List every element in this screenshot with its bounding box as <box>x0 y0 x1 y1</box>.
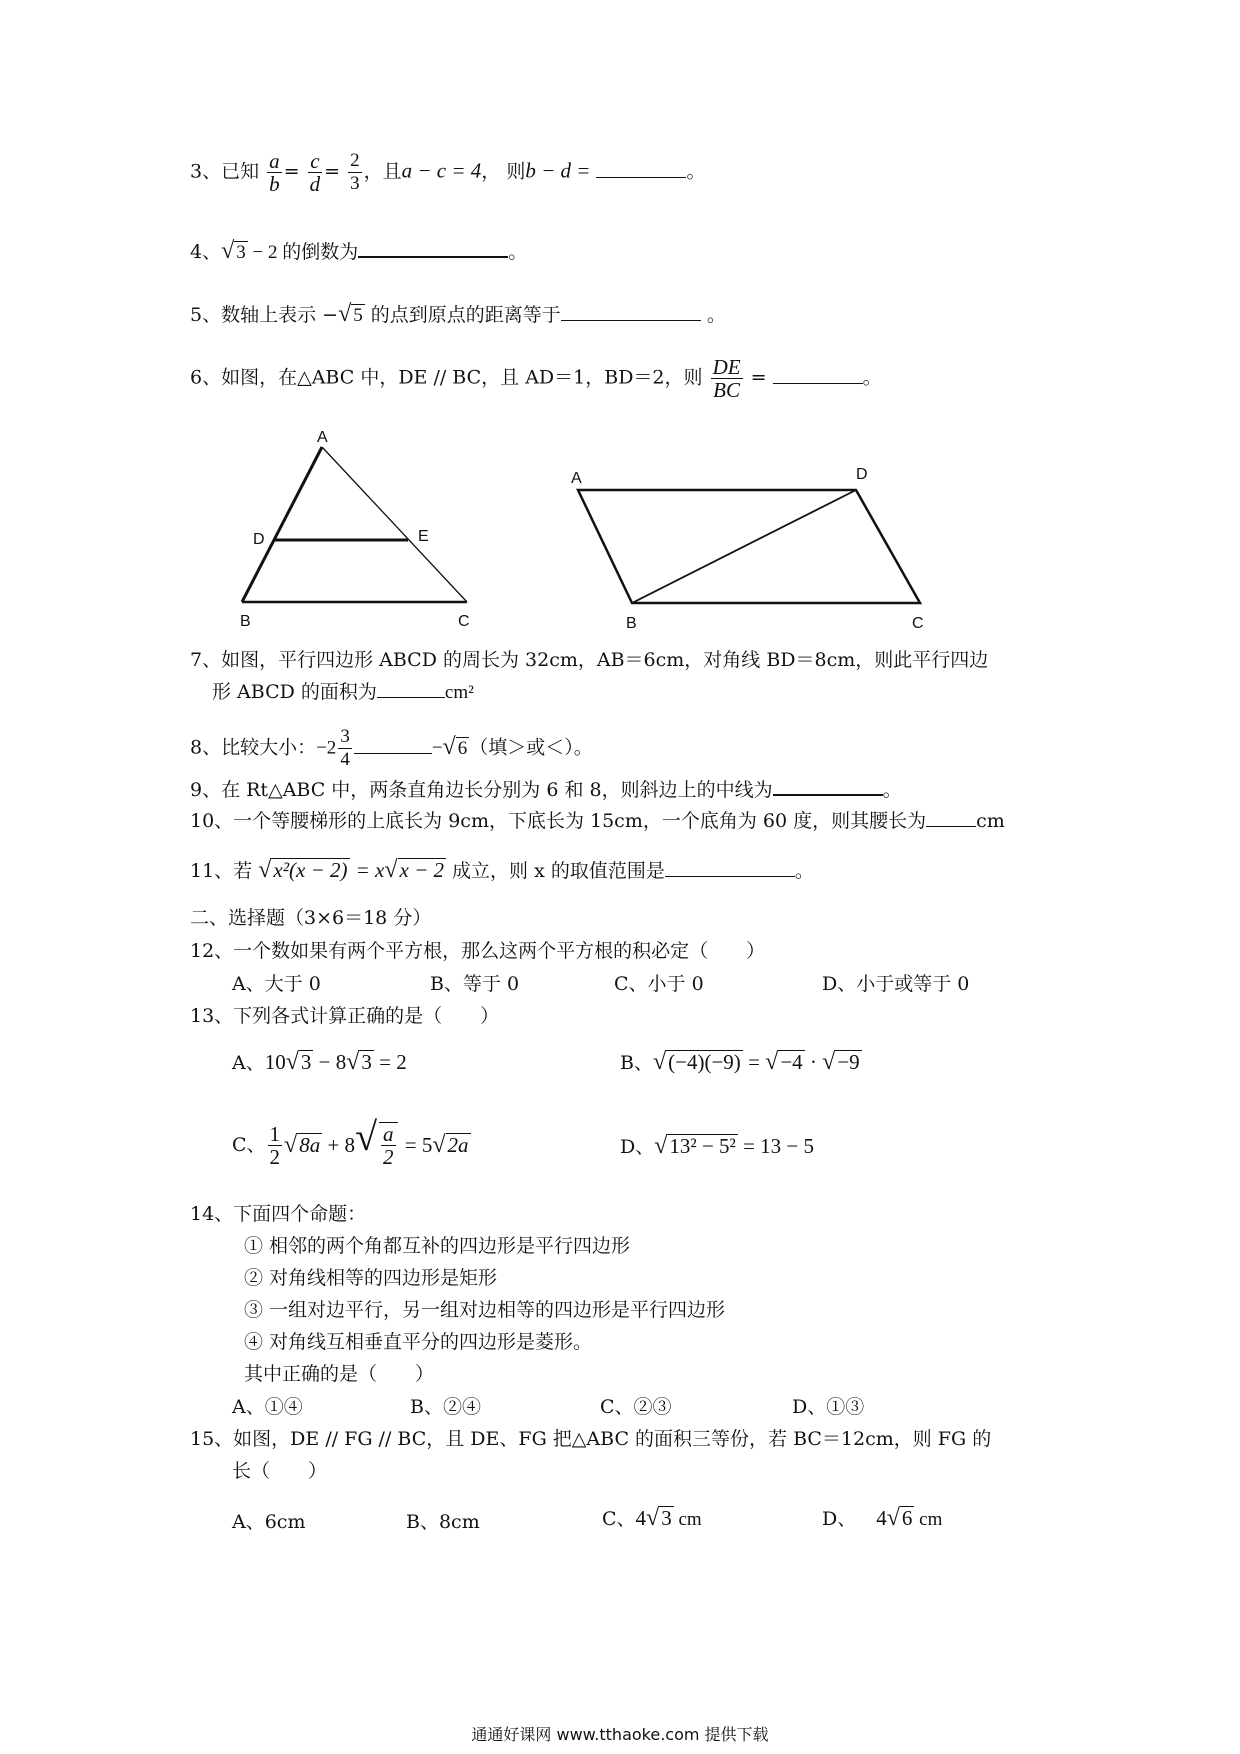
q15-c-sqrt <box>646 1506 674 1530</box>
q15-d-unit: cm <box>914 1509 943 1530</box>
question-9 <box>190 776 902 802</box>
q4-number: 4、 <box>190 241 222 263</box>
q5-number: 5、 <box>190 304 222 326</box>
triangle-label-a: A <box>317 429 328 446</box>
q11-answer-blank[interactable] <box>665 858 795 877</box>
q11-mid: = x <box>355 858 385 882</box>
q13-c-fraction <box>268 1123 283 1168</box>
q10-answer-blank[interactable] <box>926 808 976 827</box>
triangle-label-b: B <box>240 613 251 630</box>
sqrt-sign-icon: √ <box>285 1049 299 1075</box>
q9-end: 。 <box>882 779 902 801</box>
q3-eq1: = <box>283 160 300 183</box>
q7-answer-blank[interactable] <box>377 679 445 698</box>
sqrt-sign-icon: √ <box>338 301 352 327</box>
q11-rest: 成立，则 x 的取值范围是 <box>446 860 665 882</box>
q8-minus: − <box>431 737 443 759</box>
q13-b-r3: −9 <box>837 1050 860 1074</box>
q8-fraction <box>338 726 352 771</box>
q13-a-r1: 3 <box>300 1050 312 1074</box>
q6-frac-num: DE <box>712 355 741 379</box>
question-15-line-2: 长（ ） <box>232 1460 328 1482</box>
q5-rest: 的点到原点的距离等于 <box>364 304 561 326</box>
q10-text: 10、一个等腰梯形的上底长为 9cm，下底长为 15cm，一个底角为 60 度，则其腰长为 <box>190 810 927 832</box>
q13-c-r1: 8a <box>299 1133 321 1157</box>
q13-c-rfrac-den: 2 <box>383 1145 394 1169</box>
q13-b-sqrt-3 <box>822 1050 862 1074</box>
sqrt-sign-icon: √ <box>346 1049 360 1075</box>
q13-b-r2: −4 <box>780 1050 803 1074</box>
q9-answer-blank[interactable] <box>773 776 883 796</box>
q11-sqrt-1 <box>258 858 349 882</box>
q13-a-label: A、 <box>232 1052 265 1074</box>
q15-c-coef: 4 <box>635 1506 647 1530</box>
q8-answer-blank[interactable] <box>354 735 432 754</box>
q7-text: 形 ABCD 的面积为 <box>212 681 377 703</box>
question-12: 12、一个数如果有两个平方根，那么这两个平方根的积必定（ ） <box>190 940 766 962</box>
q13-c-r2: 2a <box>447 1133 469 1157</box>
q3-end: 。 <box>686 160 706 183</box>
q8-sqrt <box>442 733 470 761</box>
q6-number: 6、 <box>190 366 222 389</box>
q14-ask: 其中正确的是（ ） <box>244 1363 435 1385</box>
q15-option-c[interactable] <box>602 1506 702 1532</box>
q8-number: 8、 <box>190 736 222 759</box>
q3-f3-den: 3 <box>350 173 360 194</box>
q15-d-coef: 4 <box>876 1506 887 1530</box>
q3-number: 3、 <box>190 160 222 183</box>
triangle-side-ac <box>322 447 467 602</box>
q13-a-p3: = 2 <box>373 1050 407 1074</box>
q13-b-sqrt-1 <box>653 1050 743 1074</box>
q13-b-sqrt-2 <box>765 1050 805 1074</box>
parallelogram-label-a: A <box>571 470 582 487</box>
q3-mid: ，且 <box>363 160 402 183</box>
q7-unit: cm² <box>444 682 474 703</box>
sqrt-sign-icon: √ <box>646 1505 660 1531</box>
q5-radicand: 5 <box>353 305 363 326</box>
q9-text: 9、在 Rt△ABC 中，两条直角边长分别为 6 和 8，则斜边上的中线为 <box>190 779 773 801</box>
q13-d-sqrt <box>654 1134 738 1158</box>
q13-c-frac-den: 2 <box>269 1144 281 1169</box>
q13-option-b[interactable] <box>620 1050 862 1075</box>
triangle-label-e: E <box>418 528 429 545</box>
sqrt-sign-icon: √ <box>384 857 398 883</box>
q6-text: 如图，在△ABC 中，DE // BC，且 AD＝1，BD＝2，则 <box>221 366 703 389</box>
q15-option-b[interactable]: B、8cm <box>406 1511 480 1533</box>
question-7-line-1: 7、如图，平行四边形 ABCD 的周长为 32cm，AB＝6cm，对角线 BD＝8cm，则此平行四边 <box>190 649 989 671</box>
question-11 <box>190 858 814 883</box>
q13-b-dot: · <box>804 1050 823 1074</box>
triangle-side-ab <box>242 447 322 602</box>
q13-c-sqrt-1 <box>284 1133 322 1157</box>
q13-b-r1: (−4)(−9) <box>668 1050 741 1074</box>
q15-option-a[interactable]: A、6cm <box>232 1511 306 1533</box>
q13-c-p2: = 5 <box>399 1133 433 1157</box>
q4-end: 。 <box>508 241 528 263</box>
q13-c-label: C、 <box>232 1134 266 1156</box>
q3-then: ， 则 <box>481 160 526 183</box>
q14-option-b[interactable]: B、②④ <box>410 1396 481 1418</box>
q13-a-sqrt-1 <box>286 1050 314 1074</box>
q13-c-p1: + 8 <box>322 1133 356 1157</box>
q15-d-label: D、 <box>822 1508 857 1530</box>
sqrt-sign-icon: √ <box>432 1132 446 1158</box>
q3-expr: b − d = <box>525 158 591 183</box>
q11-sqrt-2 <box>384 858 446 882</box>
q3-f2-den: d <box>309 172 321 196</box>
q3-condition: a − c = 4 <box>401 158 482 183</box>
q13-b-p1: = <box>742 1050 766 1074</box>
q11-pre: 若 <box>233 860 253 882</box>
parallelogram-label-d: D <box>856 466 868 483</box>
q13-b-label: B、 <box>620 1052 653 1074</box>
q11-radicand-2: x − 2 <box>399 858 444 882</box>
q13-d-p1: = 13 − 5 <box>737 1134 815 1158</box>
sqrt-sign-icon: √ <box>652 1049 667 1075</box>
q15-c-radicand: 3 <box>661 1506 672 1530</box>
parallelogram-label-b: B <box>626 615 637 632</box>
sqrt-sign-icon: √ <box>258 857 272 883</box>
sqrt-sign-icon: √ <box>221 238 235 264</box>
q14-proposition-4: ④ 对角线互相垂直平分的四边形是菱形。 <box>244 1331 593 1353</box>
q13-a-p2: − 8 <box>313 1050 347 1074</box>
q5-pre: 数轴上表示 − <box>221 304 339 326</box>
q3-f1-den: b <box>269 172 280 196</box>
q14-option-a[interactable]: A、①④ <box>232 1396 303 1418</box>
q4-radicand: 3 <box>236 242 246 263</box>
q11-radicand-1: x²(x − 2) <box>273 858 348 882</box>
q3-eq2: = <box>324 160 341 183</box>
q13-c-sqrt-2 <box>355 1113 399 1169</box>
q10-end: cm <box>976 810 1005 832</box>
q8-frac-den: 4 <box>340 749 350 770</box>
question-13: 13、下列各式计算正确的是（ ） <box>190 1005 500 1027</box>
q13-c-frac-num: 1 <box>269 1121 281 1146</box>
q5-end: 。 <box>700 304 726 326</box>
sqrt-sign-icon: √ <box>886 1505 900 1531</box>
q12-option-d[interactable]: D、小于或等于 0 <box>822 973 970 995</box>
question-8 <box>190 726 593 771</box>
q12-option-a[interactable]: A、大于 0 <box>232 973 321 995</box>
q15-d-radicand: 6 <box>901 1506 913 1530</box>
sqrt-sign-icon: √ <box>822 1049 836 1075</box>
q11-end: 。 <box>794 860 814 882</box>
q13-a-r2: 3 <box>361 1050 372 1074</box>
q14-option-c[interactable]: C、②③ <box>600 1396 672 1418</box>
parallelogram-label-c: C <box>912 615 924 632</box>
q4-rest: − 2 的倒数为 <box>247 242 359 263</box>
q14-proposition-3: ③ 一组对边平行，另一组对边相等的四边形是平行四边形 <box>244 1299 726 1321</box>
question-10 <box>190 808 1005 833</box>
q3-f3-num: 2 <box>350 150 360 171</box>
q6-frac-den: BC <box>713 378 740 402</box>
figure-triangle-abc <box>0 0 1240 640</box>
question-14: 14、下面四个命题： <box>190 1203 367 1225</box>
q13-d-label: D、 <box>620 1136 655 1158</box>
q8-radicand: 6 <box>457 737 468 759</box>
q12-option-b[interactable]: B、等于 0 <box>430 973 520 995</box>
q13-d-r1: 13² − 5² <box>669 1134 736 1158</box>
q13-option-a[interactable] <box>232 1050 407 1075</box>
q13-option-c[interactable] <box>232 1113 471 1169</box>
footer-source: 通通好课网 www.tthaoke.com 提供下载 <box>471 1725 769 1744</box>
parallelogram-abcd <box>578 490 920 603</box>
question-15-line-1: 15、如图，DE // FG // BC，且 DE、FG 把△ABC 的面积三等份，若 BC＝12cm，则 FG 的 <box>190 1428 992 1450</box>
sqrt-sign-icon: √ <box>654 1133 668 1159</box>
triangle-label-c: C <box>458 613 470 630</box>
q14-option-d[interactable]: D、①③ <box>792 1396 865 1418</box>
q8-frac-num: 3 <box>340 726 350 747</box>
q15-c-label: C、 <box>602 1508 636 1530</box>
triangle-label-d: D <box>253 531 265 548</box>
q13-c-rfrac-num: a <box>383 1122 394 1146</box>
q12-option-c[interactable]: C、小于 0 <box>614 973 704 995</box>
q3-f2-num: c <box>308 150 323 173</box>
q15-d-sqrt <box>887 1506 915 1530</box>
question-7-line-2 <box>212 679 474 705</box>
q13-c-sqrt-3 <box>432 1133 470 1157</box>
q13-a-sqrt-2 <box>346 1050 374 1074</box>
sqrt-sign-icon: √ <box>442 733 456 760</box>
q6-end: 。 <box>862 366 882 389</box>
q11-number: 11、 <box>190 860 234 882</box>
sqrt-sign-icon: √ <box>284 1132 298 1158</box>
q13-a-p1: 10 <box>264 1050 286 1074</box>
q13-c-root-fraction <box>379 1122 398 1168</box>
q15-c-unit: cm <box>673 1509 702 1530</box>
q13-option-d[interactable] <box>620 1134 814 1159</box>
sqrt-sign-icon: √ <box>765 1049 779 1075</box>
q3-f1-num: a <box>269 149 280 173</box>
q14-proposition-2: ② 对角线相等的四边形是矩形 <box>244 1267 498 1289</box>
parallelogram-diagonal-bd <box>632 490 856 603</box>
q6-eq: = <box>750 366 767 389</box>
sqrt-sign-icon: √ <box>355 1113 378 1159</box>
q8-end: （填＞或＜）。 <box>469 736 593 759</box>
q14-proposition-1: ① 相邻的两个角都互补的四边形是平行四边形 <box>244 1235 631 1257</box>
q3-pre: 已知 <box>221 160 260 183</box>
q8-pre: 比较大小：−2 <box>221 737 337 759</box>
section-2-heading: 二、选择题（3×6＝18 分） <box>190 907 432 929</box>
q15-option-d[interactable] <box>822 1506 942 1532</box>
